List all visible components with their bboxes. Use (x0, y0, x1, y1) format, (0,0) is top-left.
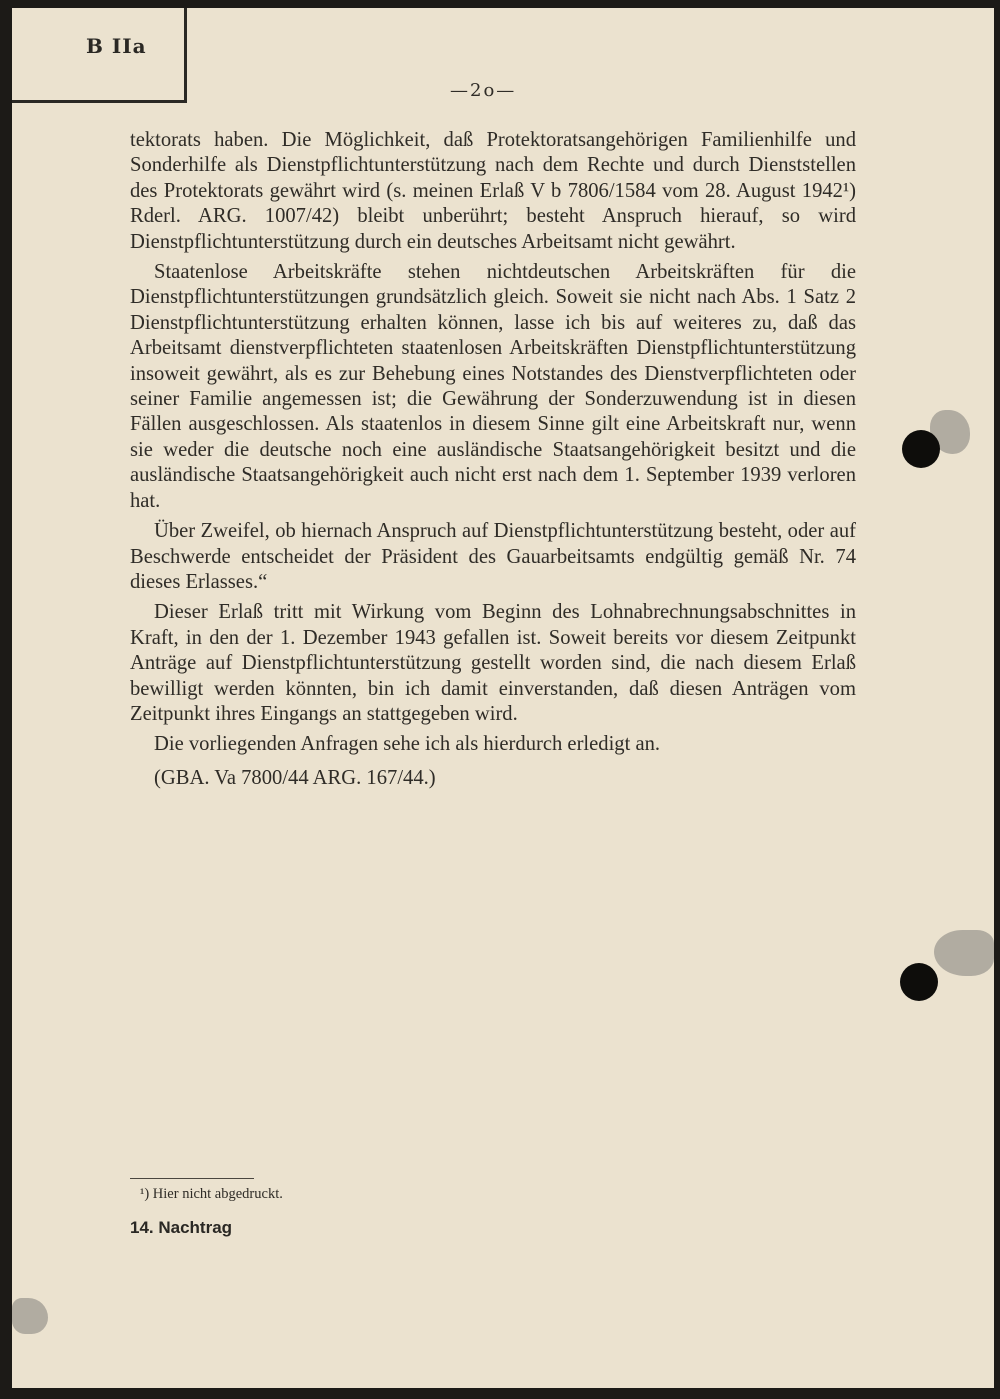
reference-line: (GBA. Va 7800/44 ARG. 167/44.) (154, 766, 436, 789)
document-page (12, 8, 994, 1388)
paragraph-5: Die vorliegenden Anfragen sehe ich als hierdurch erledigt an. (154, 733, 661, 756)
punch-hole-top (902, 430, 940, 468)
footnote: ¹) Hier nicht abgedruckt. (140, 1186, 283, 1202)
body-text (130, 128, 856, 796)
supplement-label: 14. Nachtrag (130, 1218, 233, 1237)
paragraph-1: tektorats haben. Die Möglichkeit, daß Protektoratsangehörigen Familienhilfe und Sonderhilfe als Dienstpflichtunterstützung nach dem Rechte und durch Dienststellen des Protektorats gewährt wird (s. meinen Erlaß V b 7806/1584 vom 28. August 1942¹) Rderl. ARG. 1007/42) bleibt unberührt; besteht Anspruch hierauf, so wird Dienstpflichtunterstützung durch ein deutsches Arbeitsamt nicht gewährt. (130, 129, 856, 253)
paper-stain-2 (934, 930, 994, 976)
section-box (12, 8, 187, 103)
footnote-divider (130, 1178, 254, 1179)
page-number: —2o— (450, 80, 517, 101)
paragraph-4: Dieser Erlaß tritt mit Wirkung vom Beginn des Lohnabrechnungsabschnittes in Kraft, in den der 1. Dezember 1943 gefallen ist. Soweit bereits vor diesem Zeitpunkt Anträge auf Dienstpflichtunterstützung gestellt worden sind, die nach diesem Erlaß bewilligt werden könnten, bin ich damit einverstanden, daß diesen Anträgen vom Zeitpunkt ihres Eingangs an stattgegeben wird. (130, 601, 856, 725)
section-label: B IIa (86, 34, 147, 58)
paragraph-2: Staatenlose Arbeitskräfte stehen nichtdeutschen Arbeitskräften für die Dienstpflichtunterstützungen grundsätzlich gleich. Soweit sie nicht nach Abs. 1 Satz 2 Dienstpflichtunterstützung erhalten können, lasse ich bis auf weiteres zu, daß das Arbeitsamt dienstverpflichteten staatenlosen Arbeitskräften Dienstpflichtunterstützung insoweit gewährt, als es zur Behebung eines Notstandes des Dienstverpflichteten oder seiner Familie angemessen ist; die Gewährung der Sonderzuwendung ist in diesen Fällen ausgeschlossen. Als staatenlos in diesem Sinne gilt eine Arbeitskraft nur, wenn sie weder die deutsche noch eine ausländische Staatsangehörigkeit besitzt und die ausländische Staatsangehörigkeit auch nicht erst nach dem 1. September 1939 verloren hat. (130, 261, 856, 512)
paragraph-3: Über Zweifel, ob hiernach Anspruch auf Dienstpflichtunterstützung besteht, oder auf Beschwerde entscheidet der Präsident des Gauarbeitsamts endgültig gemäß Nr. 74 dieses Erlasses.“ (130, 520, 856, 593)
paper-stain-3 (12, 1298, 48, 1334)
punch-hole-bottom (900, 963, 938, 1001)
